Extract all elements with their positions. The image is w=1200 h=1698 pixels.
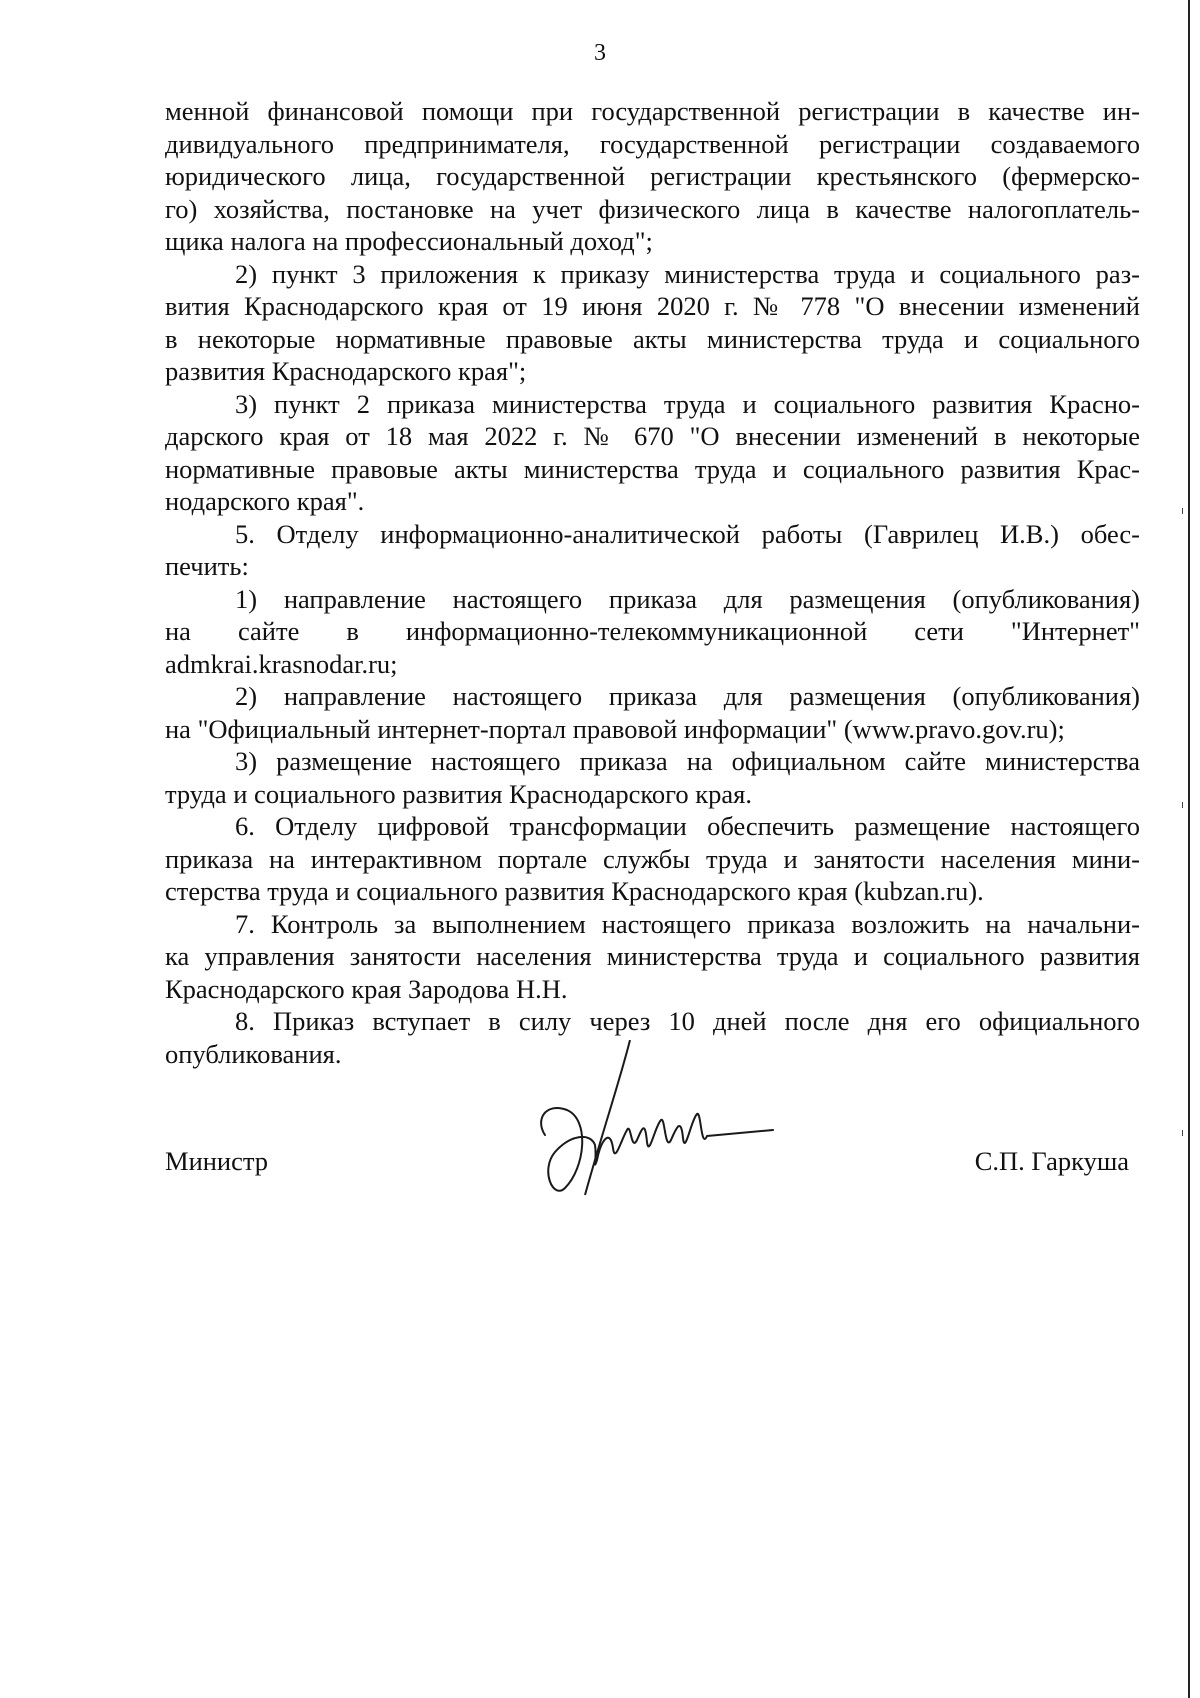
text-line: развития Краснодарского края"; — [165, 356, 527, 386]
signer-name: С.П. Гаркуша — [974, 1146, 1129, 1176]
position-title: Министр — [165, 1146, 269, 1176]
text-line: 1) направление настоящего приказа для размещения (опубликования) — [235, 583, 1140, 614]
text-line: опубликования. — [165, 1038, 342, 1069]
text-line: нормативные правовые акты министерства труда и социального развития Крас- — [165, 453, 1140, 484]
paragraph-section-7 — [165, 908, 1140, 1006]
text-line: 6. Отделу цифровой трансформации обеспечить размещение настоящего — [235, 811, 1140, 841]
paragraph-financial-assistance — [165, 95, 1140, 258]
scan-border-line — [1188, 0, 1190, 1698]
text-line: 3) пункт 2 приказа министерства труда и социального развития Красно- — [235, 388, 1140, 419]
text-line: на "Официальный интернет-портал правовой информации" (www.pravo.gov.ru); — [165, 713, 1065, 744]
text-line: 7. Контроль за выполнением настоящего приказа возложить на начальни- — [235, 908, 1140, 939]
paragraph-section-5 — [165, 518, 1140, 583]
text-line: приказа на интерактивном портале службы труда и занятости населения мини- — [165, 843, 1140, 874]
text-line: в некоторые нормативные правовые акты министерства труда и социального — [165, 323, 1140, 354]
text-line: 5. Отделу информационно-аналитической работы (Гаврилец И.В.) обес- — [235, 518, 1140, 549]
text-line: щика налога на профессиональный доход"; — [165, 226, 653, 256]
scan-mark — [1182, 508, 1183, 514]
text-line: ка управления занятости населения министерства труда и социального развития — [165, 941, 1140, 971]
scan-mark — [1182, 802, 1183, 808]
text-line: стерства труда и социального развития Краснодарского края (kubzan.ru). — [165, 876, 984, 906]
text-line: на сайте в информационно-телекоммуникационной сети "Интернет" — [165, 616, 1140, 646]
text-line: вития Краснодарского края от 19 июня 2020 г. № 778 "О внесении изменений — [165, 291, 1140, 321]
text-line: го) хозяйства, постановке на учет физического лица в качестве налогоплатель- — [165, 193, 1140, 224]
text-line: 2) пункт 3 приложения к приказу министерства труда и социального раз- — [235, 258, 1140, 289]
paragraph-item-2-order-778 — [165, 258, 1140, 388]
text-line: юридического лица, государственной регистрации крестьянского (фермерско- — [165, 161, 1140, 191]
text-line: менной финансовой помощи при государственной регистрации в качестве ин- — [165, 96, 1140, 126]
paragraph-item-3-order-670 — [165, 388, 1140, 518]
text-line: admkrai.krasnodar.ru; — [165, 648, 398, 679]
document-body — [165, 95, 1140, 1070]
paragraph-section-5-item-3 — [165, 745, 1140, 810]
text-line: печить: — [165, 551, 249, 581]
text-line: труда и социального развития Краснодарского края. — [165, 778, 752, 809]
handwritten-signature — [535, 1040, 775, 1200]
text-line: 2) направление настоящего приказа для размещения (опубликования) — [235, 681, 1140, 711]
text-line: дарского края от 18 мая 2022 г. № 670 "О внесении изменений в некоторые — [165, 421, 1140, 451]
text-line: Краснодарского края Зародова Н.Н. — [165, 973, 568, 1004]
text-line: дивидуального предпринимателя, государственной регистрации создаваемого — [165, 128, 1140, 159]
paragraph-section-5-item-2 — [165, 680, 1140, 745]
paragraph-section-6 — [165, 810, 1140, 908]
text-line: нодарского края". — [165, 486, 365, 516]
text-line: 8. Приказ вступает в силу через 10 дней после дня его официального — [235, 1006, 1140, 1036]
scan-mark — [1182, 1130, 1183, 1136]
paragraph-section-5-item-1 — [165, 583, 1140, 681]
text-line: 3) размещение настоящего приказа на официальном сайте министерства — [235, 746, 1140, 776]
page-number: 3 — [594, 40, 606, 66]
